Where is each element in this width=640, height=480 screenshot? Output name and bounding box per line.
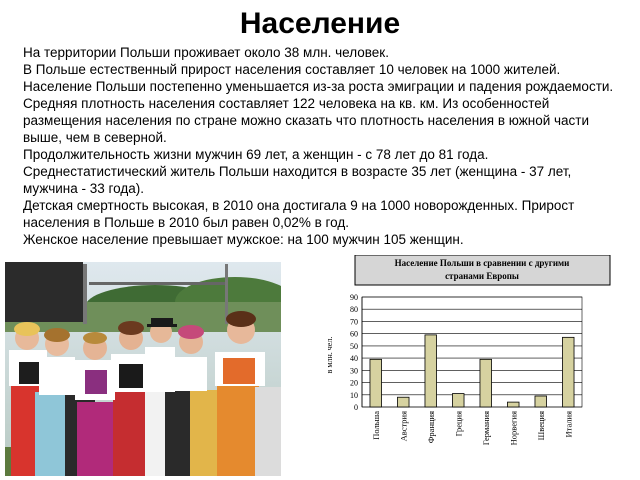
chart-category-label: Швеция — [535, 411, 546, 441]
chart-category-label: Норвегия — [508, 411, 519, 446]
paragraph-density: Средняя плотность населения составляет 122 человека на кв. км. Из особенностей размещения населения по стране можно сказать что плотность населения в южной части выше, чем в северной. — [23, 96, 590, 145]
chart-y-tick-label: 50 — [350, 341, 358, 351]
paragraph-natural-growth: В Польше естественный прирост населения составляет 10 человек на 1000 жителей. Население Польши постепенно уменьшается из-за роста эмиграции и падения рождаемости. — [23, 62, 614, 94]
chart-bar-6 — [507, 402, 519, 407]
body-text — [23, 44, 623, 248]
paragraph-life-expectancy: Продолжительность жизни мужчин 69 лет, а женщин - с 78 лет до 81 года. — [23, 147, 489, 162]
chart-y-tick-label: 40 — [350, 354, 358, 364]
paragraph-child-mortality: Детская смертность высокая, в 2010 она достигала 9 на 1000 новорожденных. Прирост населения в Польше в 2010 был равен 0,02% в год. — [23, 198, 575, 230]
chart-y-tick-label: 30 — [350, 366, 358, 376]
chart-category-label: Польша — [370, 411, 381, 440]
chart-bar-1 — [370, 359, 382, 407]
population-bar-chart — [310, 255, 630, 480]
chart-y-tick-label: 20 — [350, 378, 358, 388]
chart-category-label: Франция — [425, 411, 436, 444]
chart-category-label: Италия — [563, 411, 574, 438]
chart-y-tick-label: 0 — [354, 403, 358, 412]
chart-ylabel: в млн. чел. — [325, 336, 334, 374]
chart-category-label: Греция — [453, 411, 464, 437]
chart-bar-3 — [425, 335, 437, 407]
chart-y-tick-label: 70 — [350, 317, 358, 327]
chart-y-tick-label: 90 — [350, 293, 358, 302]
chart-bar-4 — [452, 394, 464, 407]
chart-y-tick-label: 80 — [350, 305, 358, 315]
chart-bar-7 — [535, 396, 547, 407]
chart-y-tick-label: 10 — [350, 390, 358, 400]
chart-bar-5 — [480, 359, 492, 407]
slide-title: Население — [239, 7, 401, 40]
chart-y-tick-label: 60 — [350, 329, 358, 339]
chart-category-label: Германия — [480, 411, 491, 446]
chart-title-line-1: Население Польши в сравнении с другими — [394, 258, 570, 268]
chart-bar-8 — [562, 337, 574, 407]
chart-bar-2 — [397, 397, 409, 407]
paragraph-average-age: Среднестатистический житель Польши находится в возрасте 35 лет (женщина - 37 лет, мужчина - 33 года). — [23, 164, 572, 196]
chart-category-label: Австрия — [398, 411, 409, 442]
folk-costume-group-photo — [5, 262, 281, 476]
chart-plot-area — [362, 297, 582, 407]
paragraph-population: На территории Польши проживает около 38 млн. человек. — [23, 45, 389, 60]
paragraph-gender-ratio: Женское население превышает мужское: на 100 мужчин 105 женщин. — [23, 232, 464, 247]
chart-title-line-2: странами Европы — [445, 271, 519, 281]
